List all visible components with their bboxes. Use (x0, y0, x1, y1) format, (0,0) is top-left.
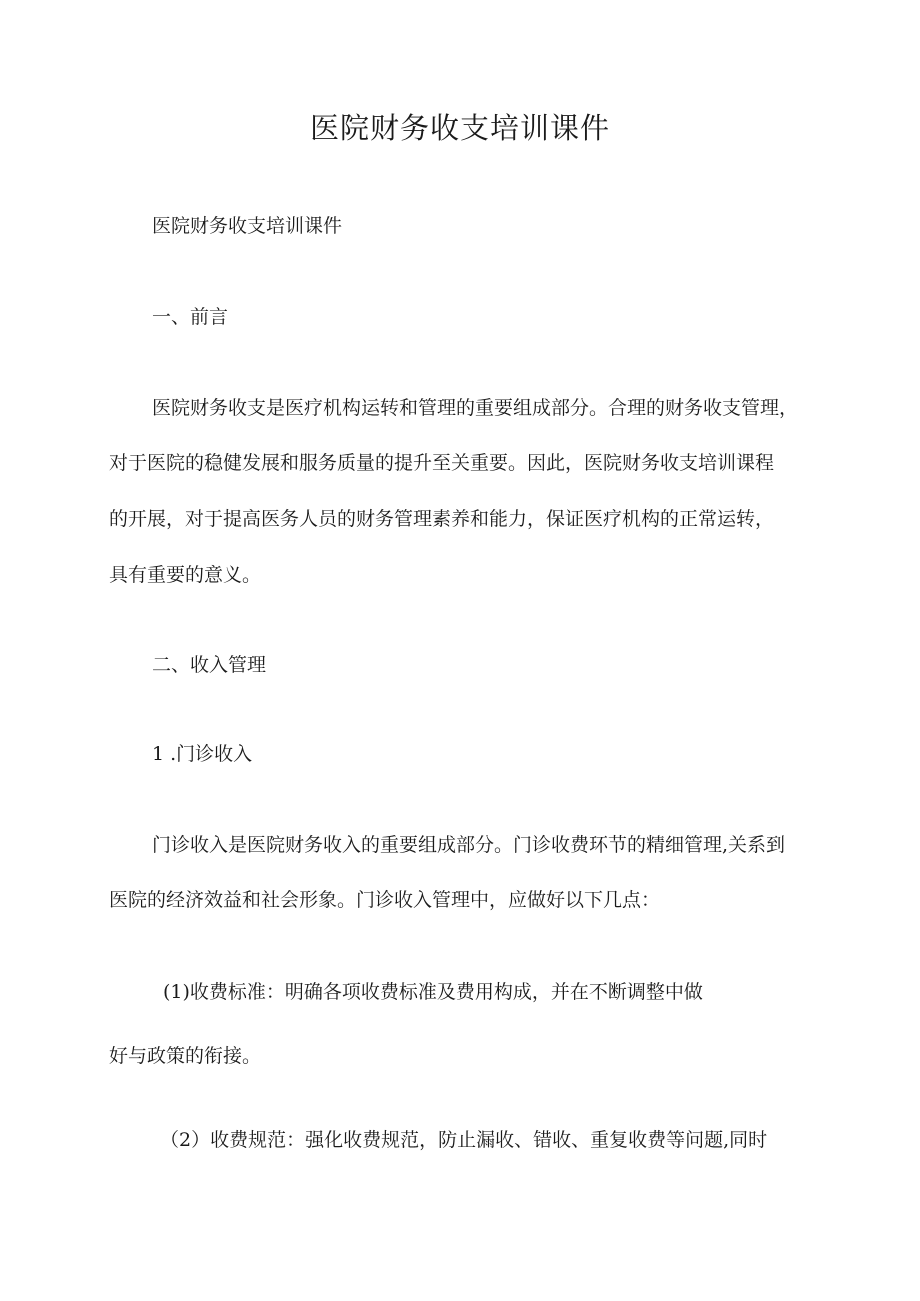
preface-paragraph-line: 具有重要的意义。 (109, 564, 262, 586)
section-heading-preface: 一、前言 (152, 306, 229, 328)
list-item-fee-standard-continued: 好与政策的衔接。 (109, 1045, 262, 1067)
preface-paragraph-line: 医院财务收支是医疗机构运转和管理的重要组成部分。合理的财务收支管理， (152, 397, 799, 419)
outpatient-paragraph-line: 门诊收入是医院财务收入的重要组成部分。门诊收费环节的精细管理,关系到 (152, 834, 786, 856)
subsection-heading-outpatient: 1 .门诊收入 (152, 743, 253, 765)
list-item-fee-standard: (1)收费标准：明确各项收费标准及费用构成，并在不断调整中做 (163, 981, 703, 1003)
document-subtitle: 医院财务收支培训课件 (152, 215, 343, 237)
section-heading-income: 二、收入管理 (152, 654, 267, 676)
list-item-fee-regulation: （2）收费规范：强化收费规范，防止漏收、错收、重复收费等问题,同时 (160, 1129, 768, 1151)
preface-paragraph-line: 的开展，对于提高医务人员的财务管理素养和能力，保证医疗机构的正常运转， (109, 508, 775, 530)
document-title: 医院财务收支培训课件 (309, 111, 610, 145)
outpatient-paragraph-line: 医院的经济效益和社会形象。门诊收入管理中，应做好以下几点： (109, 889, 661, 911)
preface-paragraph-line: 对于医院的稳健发展和服务质量的提升至关重要。因此，医院财务收支培训课程 (109, 452, 775, 474)
